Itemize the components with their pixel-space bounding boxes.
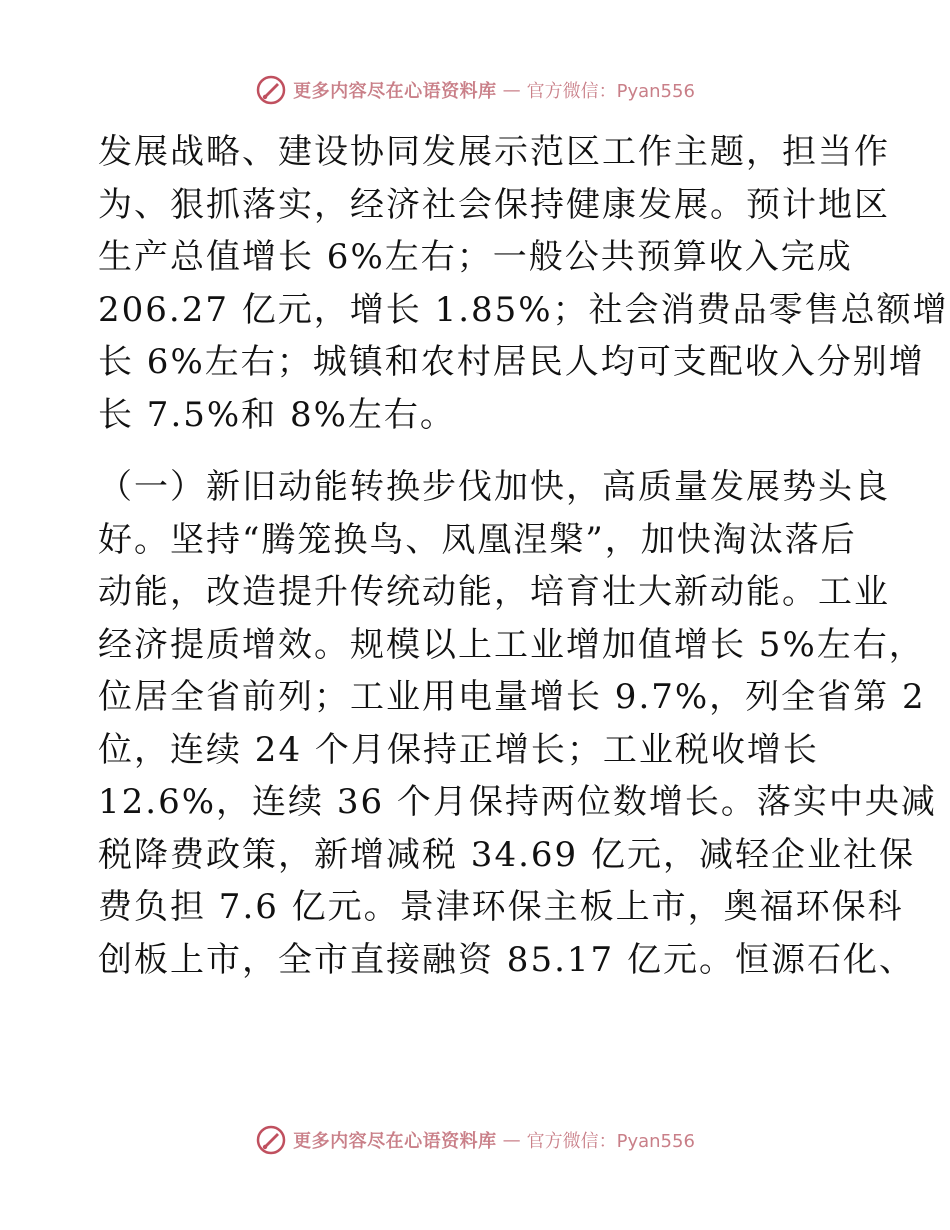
pen-quill-icon [255,1124,287,1156]
watermark-text: 更多内容尽在心语资料库 [293,81,497,102]
text-line: 税降费政策，新增减税 34.69 亿元，减轻企业社保 [98,834,915,875]
watermark-separator: — [502,1129,521,1151]
text-line: 发展战略、建设协同发展示范区工作主题，担当作 [98,132,890,172]
text-line: （一）新旧动能转换步伐加快，高质量发展势头良 [98,467,890,507]
footer-watermark [0,1120,950,1160]
watermark-wechat: 官方微信：Pyan556 [526,1131,695,1152]
watermark-brand [255,1124,695,1156]
paragraph-1 [98,126,949,441]
text-line: 长 7.5%和 8%左右。 [98,394,456,435]
header-watermark [0,70,950,110]
text-line: 206.27 亿元，增长 1.85%；社会消费品零售总额增 [98,289,949,330]
paragraph-2 [98,461,937,986]
text-line: 经济提质增效。规模以上工业增加值增长 5%左右， [98,624,925,665]
watermark-text: 更多内容尽在心语资料库 [293,1131,497,1152]
text-line: 费负担 7.6 亿元。景津环保主板上市，奥福环保科 [98,887,904,927]
text-line: 生产总值增长 6%左右；一般公共预算收入完成 [98,237,853,277]
text-line: 12.6%，连续 36 个月保持两位数增长。落实中央减 [98,782,937,822]
text-line: 好。坚持“腾笼换鸟、凤凰涅槃”，加快淘汰落后 [98,519,857,560]
watermark-separator: — [502,79,521,101]
watermark-brand [255,74,695,106]
pen-quill-icon [255,74,287,106]
document-body [98,126,949,986]
watermark-wechat: 官方微信：Pyan556 [526,81,695,102]
text-line: 为、狠抓落实，经济社会保持健康发展。预计地区 [98,184,890,225]
text-line: 动能，改造提升传统动能，培育壮大新动能。工业 [98,572,890,612]
text-line: 位，连续 24 个月保持正增长；工业税收增长 [98,729,819,770]
text-line: 位居全省前列；工业用电量增长 9.7%，列全省第 2 [98,677,926,717]
text-line: 创板上市，全市直接融资 85.17 亿元。恒源石化、 [98,939,915,980]
text-line: 长 6%左右；城镇和农村居民人均可支配收入分别增 [98,342,925,382]
